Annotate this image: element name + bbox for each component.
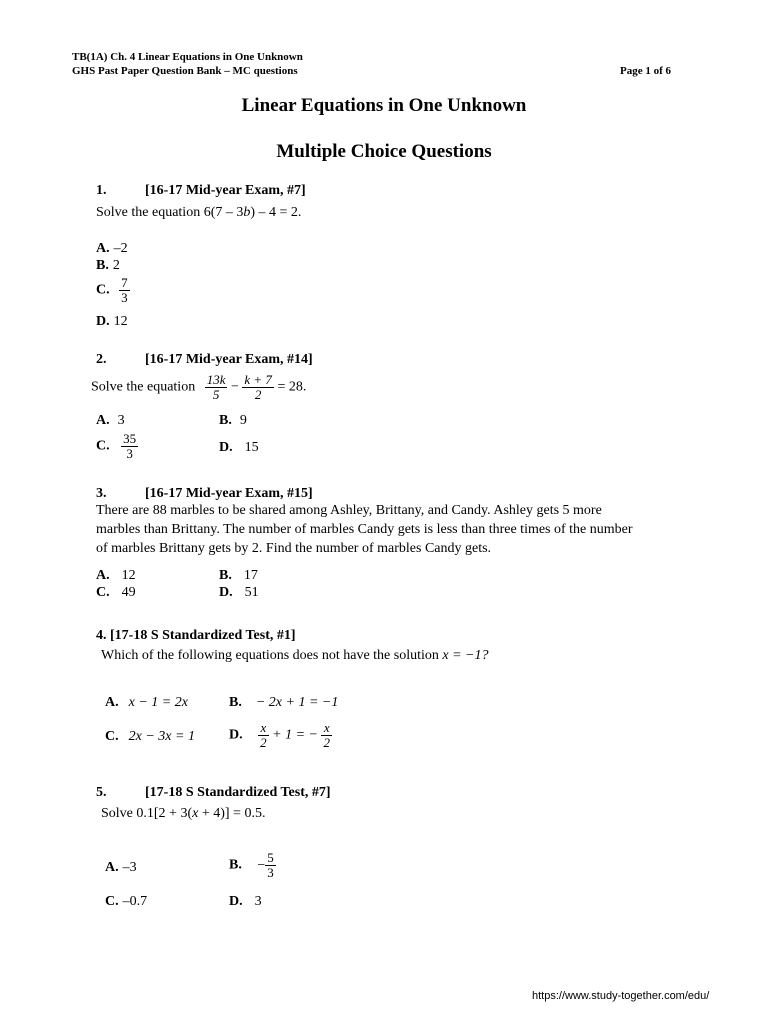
question-2-option-c: C. $\frac{35}{3}$	[96, 431, 137, 461]
header-bank: GHS Past Paper Question Bank – MC questions	[72, 65, 298, 77]
question-3-option-a: A. 12	[96, 568, 136, 583]
question-1-heading	[96, 183, 306, 199]
question-3-source: [16-17 Mid-year Exam, #15]	[145, 486, 313, 501]
question-5-option-a: A. –3	[105, 860, 137, 875]
question-4-option-b: B. − 2x + 1 = −1	[229, 695, 339, 710]
question-5-option-b: B. − $\frac{5}{3}$	[229, 850, 274, 880]
question-3-option-c: C. 49	[96, 585, 136, 600]
question-2-option-a: A. 3	[96, 413, 125, 428]
question-4-option-a: A. x − 1 = 2x	[105, 695, 188, 710]
question-4-heading: 4. [17-18 S Standardized Test, #1]	[96, 628, 296, 643]
page-title: Linear Equations in One Unknown	[241, 95, 527, 116]
question-1-number: 1.	[96, 183, 107, 198]
question-2-source: [16-17 Mid-year Exam, #14]	[145, 352, 313, 367]
fraction: $\frac{k + 7}{2}$	[244, 372, 272, 402]
question-1-source: [16-17 Mid-year Exam, #7]	[145, 183, 306, 198]
header-chapter: TB(1A) Ch. 4 Linear Equations in One Unknown	[72, 51, 303, 63]
question-1-option-d: D. 12	[96, 314, 128, 329]
question-1-option-a: A. –2	[96, 241, 128, 256]
question-5-option-c: C. –0.7	[105, 894, 148, 909]
question-3-heading	[96, 486, 313, 502]
fraction: $\frac{13k}{5}$	[206, 372, 226, 402]
question-4-option-c: C. 2x − 3x = 1	[105, 729, 195, 744]
question-5-number: 5.	[96, 785, 107, 800]
question-3-option-b: B. 17	[219, 568, 258, 583]
question-1-option-c: C. $\frac{7}{3}$	[96, 275, 128, 305]
question-5-text: Solve 0.1[2 + 3(x + 4)] = 0.5.	[101, 806, 266, 821]
question-3-text: There are 88 marbles to be shared among Ashley, Brittany, and Candy. Ashley gets 5 more marbles than Brittany. The number of marbles Candy gets is less than three times of the number of marbles Brittany gets by 2. Find the number of marbles Candy gets.	[96, 503, 633, 556]
fraction: $\frac{x}{2}$	[260, 720, 267, 750]
question-1-option-b: B. 2	[96, 258, 120, 273]
fraction: $\frac{7}{3}$	[121, 275, 128, 305]
page-subtitle: Multiple Choice Questions	[276, 141, 492, 162]
question-2-option-d: D. 15	[219, 440, 259, 455]
question-3-number: 3.	[96, 486, 107, 501]
page-number: Page 1 of 6	[620, 65, 672, 77]
footer-url[interactable]: https://www.study-together.com/edu/	[532, 990, 710, 1002]
question-2-heading	[96, 352, 313, 368]
question-1-text: Solve the equation 6(7 – 3b) – 4 = 2.	[96, 205, 302, 220]
question-4-text: Which of the following equations does not have the solution x = −1?	[101, 648, 489, 663]
fraction: $\frac{5}{3}$	[267, 850, 274, 880]
question-2-option-b: B. 9	[219, 413, 247, 428]
question-2-number: 2.	[96, 352, 107, 367]
question-3-option-d: D. 51	[219, 585, 259, 600]
question-5-source: [17-18 S Standardized Test, #7]	[145, 785, 331, 800]
question-2-text: Solve the equation $\frac{13k}{5}$ − $\frac{k + 7}{2}$ = 28.	[91, 372, 307, 402]
question-5-heading	[96, 785, 331, 801]
question-5-option-d: D. 3	[229, 894, 262, 909]
fraction: $\frac{x}{2}$	[323, 720, 330, 750]
question-4-option-d: D. $\frac{x}{2}$ + 1 = − $\frac{x}{2}$	[229, 720, 330, 750]
fraction: $\frac{35}{3}$	[123, 431, 137, 461]
